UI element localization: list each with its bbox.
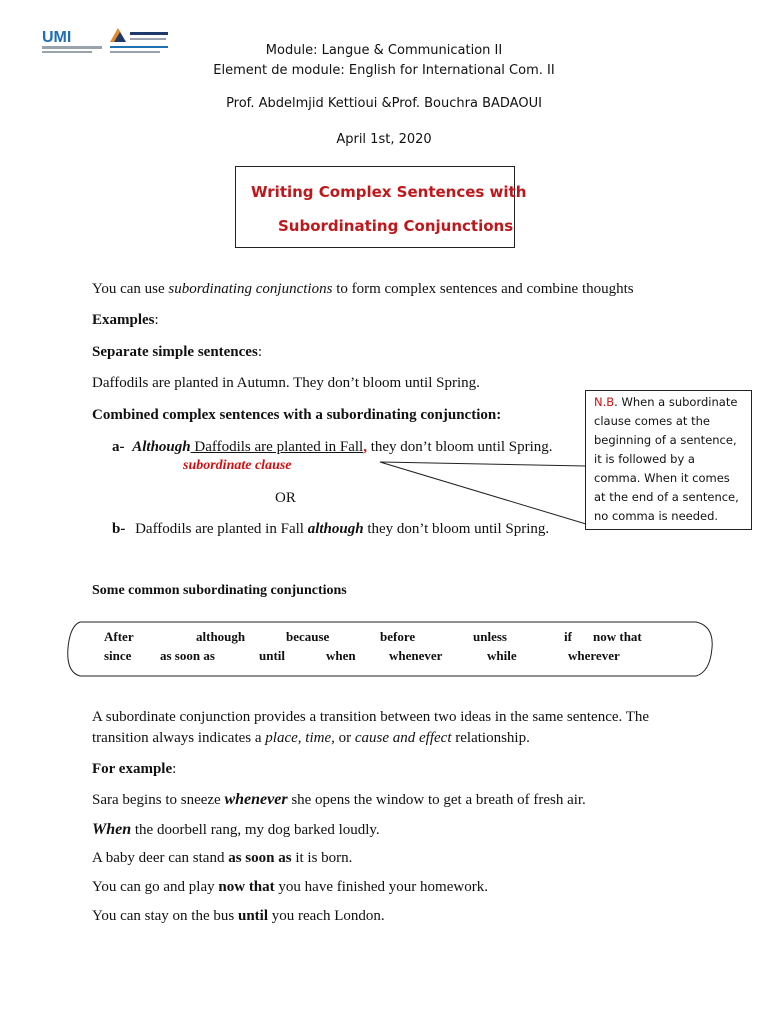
nb-callout bbox=[585, 390, 752, 530]
for-example-label: For example: bbox=[92, 761, 177, 777]
title-line-1: Writing Complex Sentences with bbox=[251, 183, 527, 201]
explanation-line-2: transition always indicates a place, time, or cause and effect relationship. bbox=[92, 730, 530, 746]
common-conjunctions-label: Some common subordinating conjunctions bbox=[92, 583, 347, 598]
explanation-line-1: A subordinate conjunction provides a transition between two ideas in the same sentence. The bbox=[92, 709, 650, 725]
intro-emphasis: subordinating conjunctions bbox=[168, 281, 333, 297]
example-a-marker: a- bbox=[112, 439, 125, 455]
examples-label: Examples: bbox=[92, 312, 159, 328]
example-a-clause: Daffodils are planted in Fall bbox=[190, 439, 364, 455]
example-sentence-4: You can go and play now that you have finished your homework. bbox=[92, 879, 488, 895]
separate-label: Separate simple sentences: bbox=[92, 344, 262, 360]
example-a-conjunction: Although bbox=[132, 439, 191, 455]
conjunction-item: since bbox=[104, 648, 132, 663]
combined-label: Combined complex sentences with a subordinating conjunction: bbox=[92, 407, 502, 423]
professors-line: Prof. Abdelmjid Kettioui &Prof. Bouchra BADAOUI bbox=[226, 96, 542, 111]
date-line: April 1st, 2020 bbox=[336, 132, 432, 147]
nb-label: N.B bbox=[594, 395, 615, 409]
conjunction-item: while bbox=[487, 648, 517, 663]
conjunction-item: until bbox=[259, 648, 286, 663]
example-b-conjunction: although bbox=[307, 521, 364, 537]
example-a-comma: , bbox=[363, 439, 367, 455]
conjunction-item: After bbox=[104, 629, 134, 644]
conjunction-item: although bbox=[196, 629, 246, 644]
title-box bbox=[235, 166, 527, 248]
conjunction-item: unless bbox=[473, 629, 507, 644]
conjunction-item: if bbox=[564, 629, 572, 644]
title-line-2: Subordinating Conjunctions bbox=[278, 217, 514, 235]
nb-text: . When a subordinate clause comes at the beginning of a sentence, it is followed by a comma. When it comes at the end of a sentence, no comma is needed. bbox=[594, 395, 739, 523]
conjunction-item: because bbox=[286, 629, 330, 644]
umi-logo-text: UMI bbox=[42, 29, 72, 46]
example-sentence-5: You can stay on the bus until you reach London. bbox=[92, 908, 385, 924]
conjunction-item: wherever bbox=[568, 648, 620, 663]
or-text: OR bbox=[275, 490, 296, 506]
element-line: Element de module: English for International Com. II bbox=[213, 63, 555, 78]
intro-paragraph: You can use subordinating conjunctions to form complex sentences and combine thoughts bbox=[92, 281, 634, 297]
example-b: b- Daffodils are planted in Fall although they don’t bloom until Spring. bbox=[112, 521, 550, 537]
module-line: Module: Langue & Communication II bbox=[265, 43, 503, 58]
example-a: a- Although Daffodils are planted in Fall, they don’t bloom until Spring. bbox=[112, 439, 553, 455]
conjunction-item: as soon as bbox=[160, 648, 215, 663]
subordinate-clause-label: subordinate clause bbox=[183, 458, 292, 473]
example-sentence-1: Sara begins to sneeze whenever she opens the window to get a breath of fresh air. bbox=[92, 791, 586, 808]
example-sentence-3: A baby deer can stand as soon as it is born. bbox=[92, 850, 353, 866]
simple-sentence: Daffodils are planted in Autumn. They don’t bloom until Spring. bbox=[92, 375, 480, 391]
conjunction-item: whenever bbox=[389, 648, 443, 663]
callout-pointer bbox=[370, 430, 610, 540]
example-sentence-2: When the doorbell rang, my dog barked loudly. bbox=[92, 821, 380, 838]
example-b-marker: b- bbox=[112, 521, 126, 537]
conjunction-item: now that bbox=[593, 629, 642, 644]
conjunction-item: when bbox=[326, 648, 356, 663]
conjunction-item: before bbox=[380, 629, 416, 644]
